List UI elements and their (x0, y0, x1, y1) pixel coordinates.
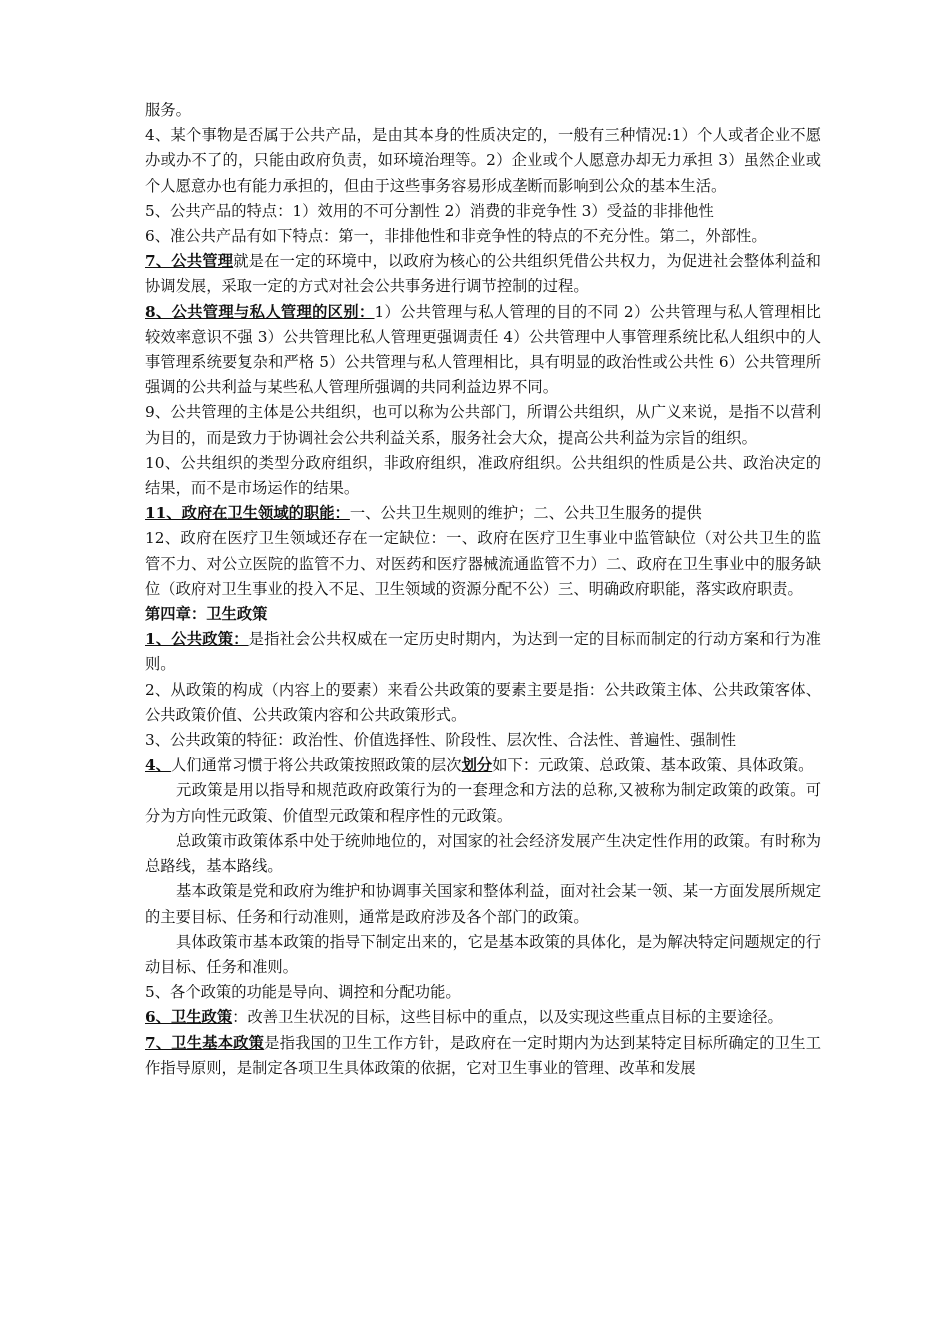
term-lead: 11、政府在卫生领域的职能： (145, 504, 350, 523)
paragraph-health-policy: 6、卫生政策：改善卫生状况的目标，这些目标中的重点，以及实现这些重点目标的主要途径。 (145, 1008, 783, 1027)
paragraph-policy-characteristics: 3、公共政策的特征：政治性、价值选择性、阶段性、层次性、合法性、普遍性、强制性 (145, 731, 737, 750)
paragraph-policy-levels: 4、人们通常习惯于将公共政策按照政策的层次划分如下：元政策、总政策、基本政策、具体政策。 (145, 756, 814, 775)
term-lead: 8、公共管理与私人管理的区别： (145, 302, 375, 321)
term-lead: 7、公共管理 (145, 252, 234, 271)
paragraph-policy-elements: 2、从政策的构成（内容上的要素）来看公共政策的要素主要是指：公共政策主体、公共政策客体、公共政策价值、公共政策内容和公共政策形式。 (145, 680, 821, 724)
paragraph-public-org-subject: 9、公共管理的主体是公共组织，也可以称为公共部门，所谓公共组织，从广义来说，是指不以营利为目的，而是致力于协调社会公共利益关系，服务社会大众，提高公共利益为宗旨的组织。 (145, 403, 821, 447)
paragraph-public-vs-private: 8、公共管理与私人管理的区别：1）公共管理与私人管理的目的不同 2）公共管理与私人管理相比较效率意识不强 3）公共管理比私人管理更强调责任 4）公共管理中人事管理系统比私人组织中的人事管理系统要复杂和严格 5）公共管理与私人管理相比，具有明显的政治性或公共性 6）公共管理所强调的公共利益与某些私人管理所强调的共同利益边界不同。 (145, 302, 821, 397)
paragraph-specific-policy: 具体政策市基本政策的指导下制定出来的，它是基本政策的具体化，是为解决特定问题规定的行动目标、任务和准则。 (145, 932, 821, 976)
term-lead: 6、卫生政策 (145, 1008, 233, 1027)
paragraph-health-basic-policy: 7、卫生基本政策是指我国的卫生工作方针，是政府在一定时期内为达到某特定目标所确定的卫生工作指导原则，是制定各项卫生具体政策的依据，它对卫生事业的管理、改革和发展 (145, 1033, 821, 1077)
term-highlight: 划分 (461, 756, 493, 775)
paragraph-public-policy-def: 1、公共政策：是指社会公共权威在一定历史时期内，为达到一定的目标而制定的行动方案和行为准则。 (145, 630, 821, 674)
paragraph-gov-absence: 12、政府在医疗卫生领域还存在一定缺位：一、政府在医疗卫生事业中监管缺位（对公共卫生的监管不力、对公立医院的监管不力、对医药和医疗器械流通监管不力）二、政府在卫生事业中的服务缺位（政府对卫生事业的投入不足、卫生领域的资源分配不公）三、明确政府职能，落实政府职责。 (145, 529, 821, 598)
paragraph-basic-policy: 基本政策是党和政府为维护和协调事关国家和整体利益，面对社会某一领、某一方面发展所规定的主要目标、任务和行动准则，通常是政府涉及各个部门的政策。 (145, 882, 821, 926)
paragraph-gov-health-functions: 11、政府在卫生领域的职能：一、公共卫生规则的维护；二、公共卫生服务的提供 (145, 504, 702, 523)
chapter-heading: 第四章：卫生政策 (145, 605, 268, 624)
paragraph-meta-policy: 元政策是用以指导和规范政府政策行为的一套理念和方法的总称,又被称为制定政策的政策。可分为方向性元政策、价值型元政策和程序性的元政策。 (145, 781, 821, 825)
paragraph-general-policy: 总政策市政策体系中处于统帅地位的，对国家的社会经济发展产生决定性作用的政策。有时称为总路线，基本路线。 (145, 831, 821, 876)
paragraph-0: 服务。 (145, 101, 191, 119)
term-lead: 1、公共政策： (145, 630, 249, 649)
paragraph-public-goods-nature: 4、某个事物是否属于公共产品，是由其本身的性质决定的，一般有三种情况:1）个人或者企业不愿办或办不了的，只能由政府负责，如环境治理等。2）企业或个人愿意办却无力承担 3）虽然企业或个人愿意办也有能力承担的，但由于这些事务容易形成垄断而影响到公众的基本生活。 (145, 126, 821, 195)
paragraph-public-management: 7、公共管理就是在一定的环境中，以政府为核心的公共组织凭借公共权力，为促进社会整体利益和协调发展，采取一定的方式对社会公共事务进行调节控制的过程。 (145, 252, 821, 296)
document-page (145, 98, 821, 1081)
term-lead: 7、卫生基本政策 (145, 1033, 265, 1052)
paragraph-policy-functions: 5、各个政策的功能是导向、调控和分配功能。 (145, 983, 461, 1002)
paragraph-public-goods-features: 5、公共产品的特点：1）效用的不可分割性 2）消费的非竞争性 3）受益的非排他性 (145, 201, 714, 220)
term-lead: 4、 (145, 756, 171, 775)
paragraph-quasi-public-goods: 6、准公共产品有如下特点：第一，非排他性和非竞争性的特点的不充分性。第二，外部性。 (145, 227, 767, 246)
paragraph-public-org-types: 10、公共组织的类型分政府组织，非政府组织，准政府组织。公共组织的性质是公共、政治决定的结果，而不是市场运作的结果。 (145, 453, 821, 498)
